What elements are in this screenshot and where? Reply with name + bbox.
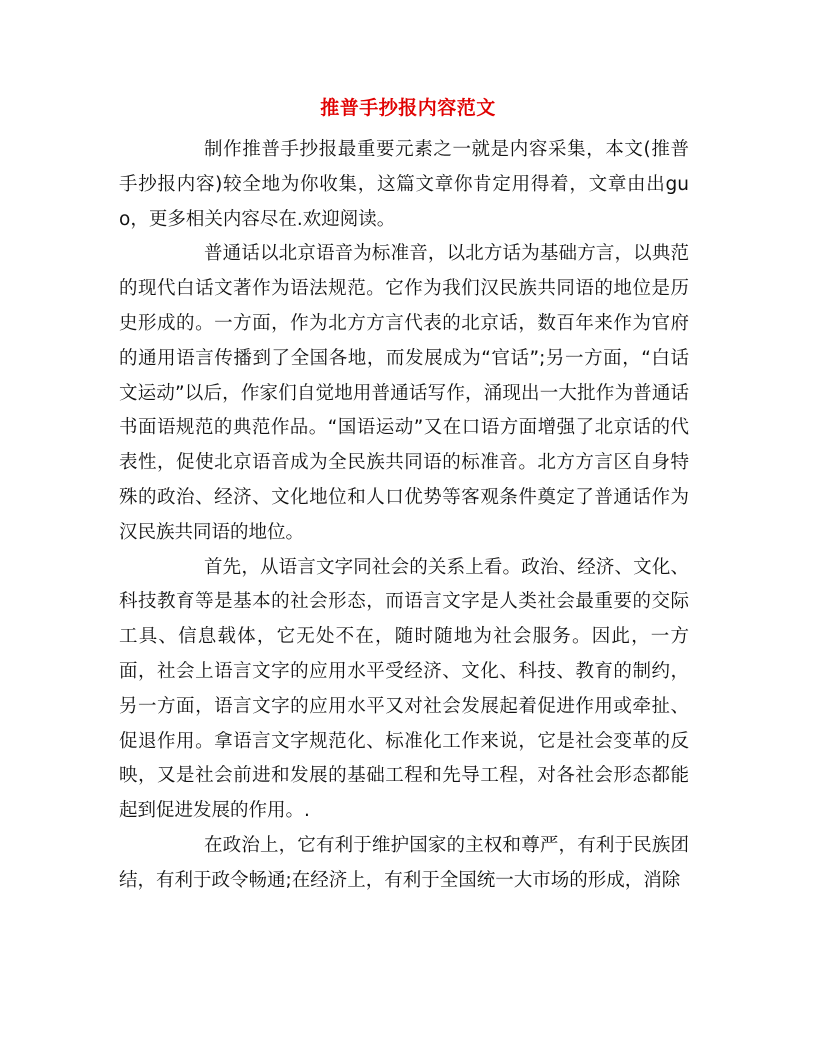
document-body: [119, 133, 689, 899]
paragraph-political-economic: 在政治上，它有利于维护国家的主权和尊严，有利于民族团结，有利于政令畅通;在经济上，有利于全国统一大市场的形成，消除: [119, 834, 689, 891]
document-title: 推普手抄报内容范文: [320, 97, 496, 119]
paragraph-putonghua-origin: 普通话以北京语音为标准音，以北方话为基础方言，以典范的现代白话文著作为语法规范。它作为我们汉民族共同语的地位是历史形成的。一方面，作为北方方言代表的北京话，数百年来作为官府的通用语言传播到了全国各地，而发展成为“官话”;另一方面，“白话文运动”以后，作家们自觉地用普通话写作，涌现出一大批作为普通话书面语规范的典范作品。“国语运动”又在口语方面增强了北京话的代表性，促使北京语音成为全民族共同语的标准音。北方方言区自身特殊的政治、经济、文化地位和人口优势等客观条件奠定了普通话作为汉民族共同语的地位。: [119, 243, 689, 543]
paragraph-language-and-society: 首先，从语言文字同社会的关系上看。政治、经济、文化、科技教育等是基本的社会形态，而语言文字是人类社会最重要的交际工具、信息载体，它无处不在，随时随地为社会服务。因此，一方面，社会上语言文字的应用水平受经济、文化、科技、教育的制约，另一方面，语言文字的应用水平又对社会发展起着促进作用或牵扯、促退作用。拿语言文字规范化、标准化工作来说，它是社会变革的反映，又是社会前进和发展的基础工程和先导工程，对各社会形态都能起到促进发展的作用。.: [119, 556, 689, 822]
paragraph-intro: 制作推普手抄报最重要元素之一就是内容采集，本文(推普手抄报内容)较全地为你收集，这篇文章你肯定用得着，文章由出guo，更多相关内容尽在.欢迎阅读。: [119, 139, 689, 230]
